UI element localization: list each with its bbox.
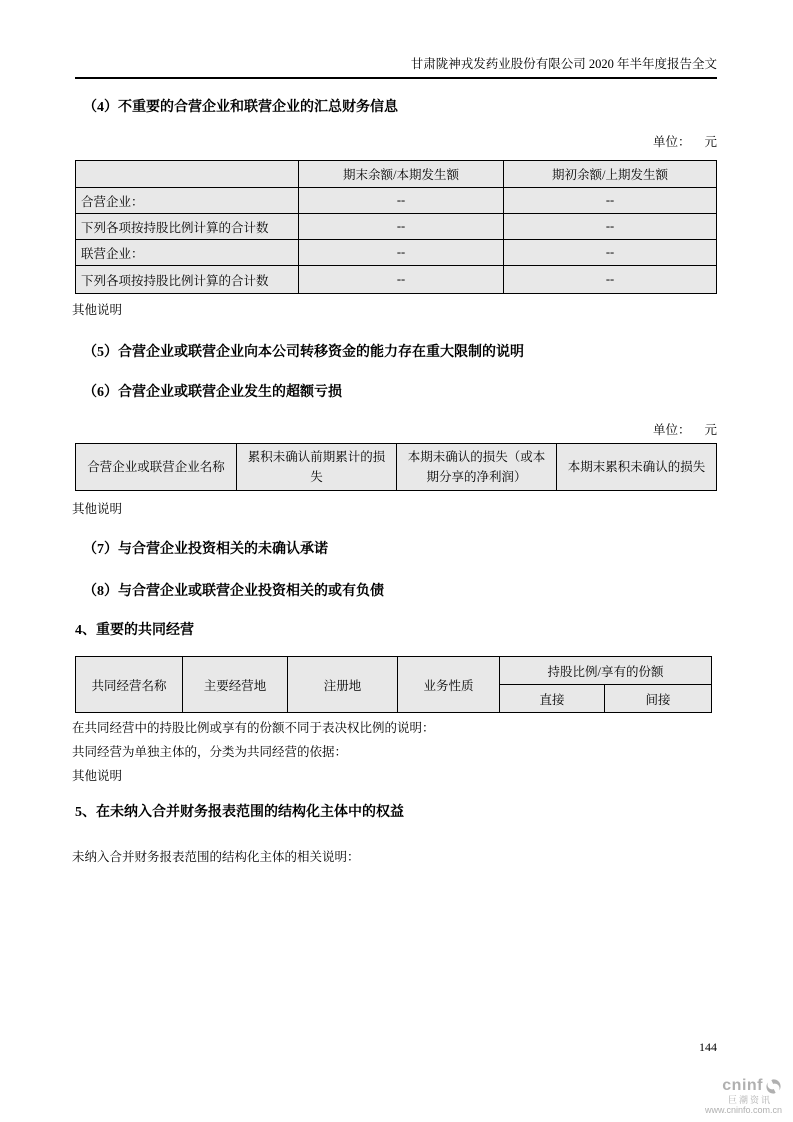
table-header-cell: 合营企业或联营企业名称 <box>76 444 237 491</box>
table-header-cell: 共同经营名称 <box>76 657 183 713</box>
table-header-empty-cell <box>76 161 299 188</box>
unit-value: 元 <box>704 135 717 149</box>
unit-note-1 <box>75 132 717 150</box>
heading-section-8-sub: （8）与合营企业或联营企业投资相关的或有负债 <box>83 584 384 599</box>
heading-section-4-sub: （4）不重要的合营企业和联营企业的汇总财务信息 <box>83 100 398 115</box>
cninfo-url: www.cninfo.com.cn <box>704 1105 782 1116</box>
page-number: 144 <box>699 1040 717 1054</box>
table-header-cell: 本期未确认的损失（或本期分享的净利润） <box>397 444 557 491</box>
joint-operations-table <box>75 656 712 713</box>
cninfo-brand-row <box>692 1078 782 1095</box>
structured-entities-note: 未纳入合并财务报表范围的结构化主体的相关说明： <box>72 850 360 864</box>
table-header-cell: 累积未确认前期累计的损失 <box>237 444 397 491</box>
table-group-header-cell: 持股比例/享有的份额 <box>500 657 712 685</box>
row-value-cell: -- <box>504 240 717 266</box>
unit-label: 单位： <box>652 135 691 149</box>
table-row <box>76 240 717 266</box>
row-value-cell: -- <box>504 214 717 240</box>
table-header-row <box>76 161 717 188</box>
table-header-cell: 期末余额/本期发生额 <box>299 161 504 188</box>
other-note-2: 其他说明 <box>72 502 123 516</box>
heading-structured-entities: 5、在未纳入合并财务报表范围的结构化主体中的权益 <box>75 805 404 820</box>
table-header-cell: 业务性质 <box>398 657 500 713</box>
table-row <box>76 214 717 240</box>
table-header-cell: 本期末累积未确认的损失 <box>557 444 717 491</box>
running-header <box>75 54 717 79</box>
table-row <box>76 266 717 294</box>
joint-op-note-voting: 在共同经营中的持股比例或享有的份额不同于表决权比例的说明： <box>72 721 435 735</box>
excess-loss-table <box>75 443 717 491</box>
heading-section-7-sub: （7）与合营企业投资相关的未确认承诺 <box>83 542 328 557</box>
other-note-1: 其他说明 <box>72 303 123 317</box>
row-label-cell: 联营企业： <box>76 240 299 266</box>
row-value-cell: -- <box>504 266 717 294</box>
cninfo-swirl-icon <box>765 1078 782 1095</box>
unit-note-2 <box>75 420 717 438</box>
table-row <box>76 188 717 214</box>
unit-value: 元 <box>704 423 717 437</box>
summary-financial-table <box>75 160 717 294</box>
row-label-cell: 下列各项按持股比例计算的合计数 <box>76 214 299 240</box>
row-label-cell: 下列各项按持股比例计算的合计数 <box>76 266 299 294</box>
joint-op-note-basis: 共同经营为单独主体的，分类为共同经营的依据： <box>72 745 348 759</box>
table-header-cell: 注册地 <box>288 657 398 713</box>
cninfo-subtitle: 巨潮资讯 <box>727 1095 772 1105</box>
row-label-cell: 合营企业： <box>76 188 299 214</box>
table-header-cell: 主要经营地 <box>183 657 288 713</box>
row-value-cell: -- <box>299 266 504 294</box>
joint-op-note-other: 其他说明 <box>72 769 123 783</box>
heading-joint-operations: 4、重要的共同经营 <box>75 623 194 638</box>
heading-section-6-sub: （6）合营企业或联营企业发生的超额亏损 <box>83 385 342 400</box>
table-header-row <box>76 657 712 685</box>
row-value-cell: -- <box>299 240 504 266</box>
unit-label: 单位： <box>652 423 691 437</box>
row-value-cell: -- <box>299 214 504 240</box>
table-header-row <box>76 444 717 491</box>
row-value-cell: -- <box>299 188 504 214</box>
running-header-title: 甘肃陇神戎发药业股份有限公司 2020 年半年度报告全文 <box>410 57 717 71</box>
table-header-cell: 期初余额/上期发生额 <box>504 161 717 188</box>
table-subheader-cell: 直接 <box>500 685 605 713</box>
cninfo-brand-text: cninf <box>722 1077 763 1095</box>
row-value-cell: -- <box>504 188 717 214</box>
table-subheader-cell: 间接 <box>605 685 712 713</box>
heading-section-5-sub: （5）合营企业或联营企业向本公司转移资金的能力存在重大限制的说明 <box>83 345 524 360</box>
cninfo-logo <box>692 1078 782 1116</box>
